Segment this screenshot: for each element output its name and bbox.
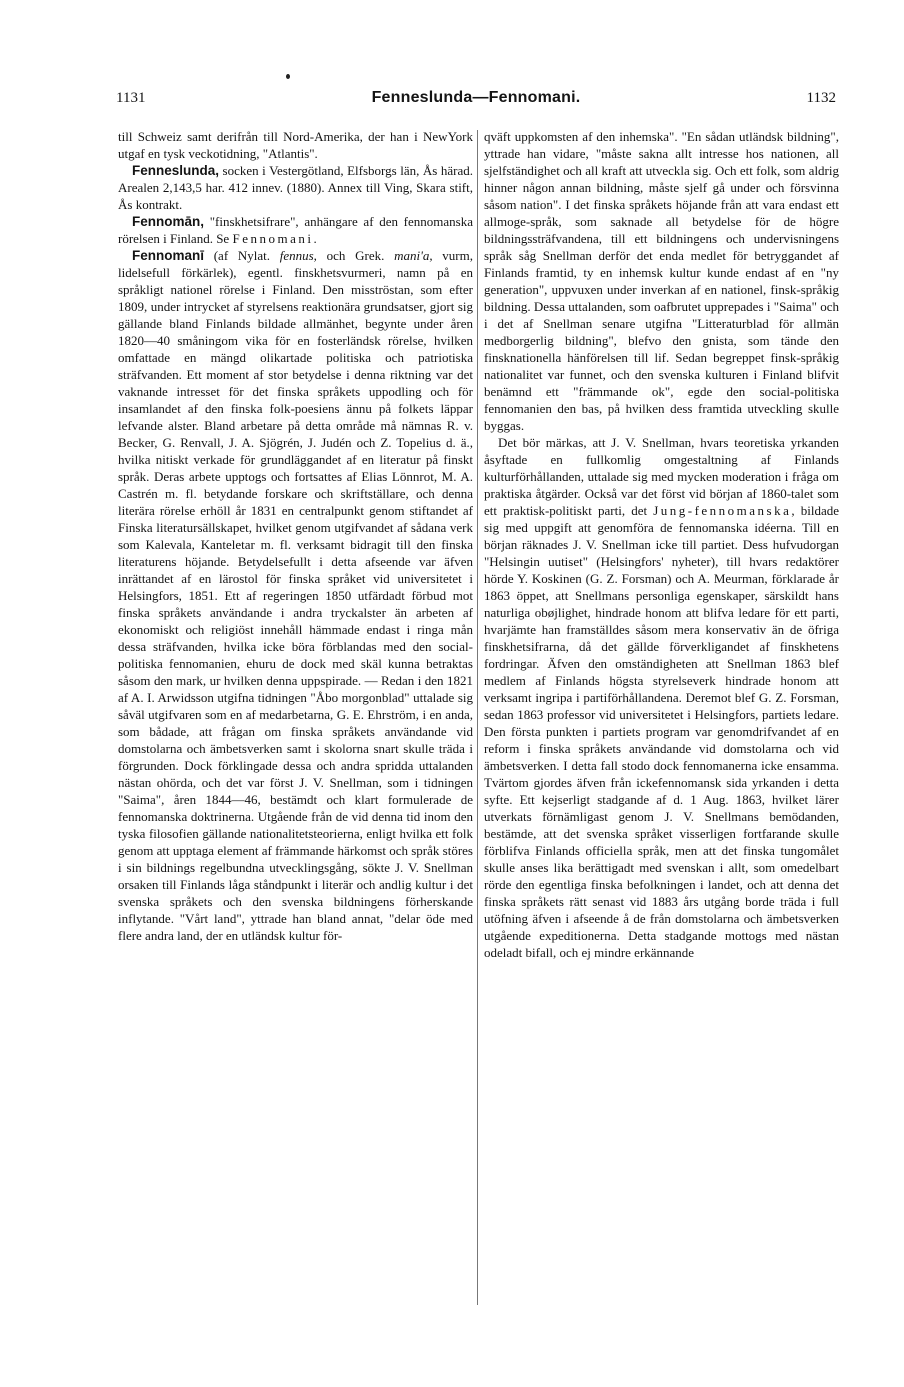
headword: Fennomān,	[132, 214, 205, 229]
left-column	[118, 128, 473, 1308]
entry-text: "finskhetsifrare", anhängare af den fennomanska rörelsen i Finland. Se	[118, 214, 473, 246]
entry-text: socken i Vestergötland, Elfsborgs län, Ås härad. Arealen 2,143,5 har. 412 innev. (1880). Annex till Ving, Skara stift, Ås kontrakt.	[118, 163, 473, 212]
entry-fenneslunda	[118, 162, 473, 213]
paragraph-text: Det bör märkas, att J. V. Snellman, hvars teoretiska yrkanden åsyftade en fullkomlig omgestaltning af Finlands kulturförhållanden, uttalade sig med mycken moderation i fråga om praktiska åtgärder. Också var det först vid början af 1860-talet som ett praktisk-politiskt parti, det	[484, 435, 839, 518]
entry-fennoman	[118, 213, 473, 247]
page-number-left: 1131	[116, 90, 146, 106]
entry-text: vurm, lidelsefull förkärlek), egentl. finskhetsvurmeri, namn på en språkligt nationel rörelse i Finland. Den misströstan, som efter 1809, under intrycket af styrelsens reaktionära grundsatser, gjort sig gällande bland Finlands bildade allmänhet, begynte under åren 1820—40 småningom vika för en fosterländsk rörelse, hvilken omfattade en mängd olikartade politiska och patriotiska sträfvanden. Ett moment af stor betydelse i denna riktning var det vaknande intresset för det finska språkets uppodling och för insamlandet af den finska folk-poesiens ännu på folkets läppar lefvande alster. Bland arbetare på detta område må nämnas R. v. Becker, G. Renvall, J. A. Sjögrén, J. Judén och Z. Topelius d. ä., hvilka nitiskt verkade för grundläggandet af en literatur på finskt språk. Deras arbete upptogs och fortsattes af Elias Lönnrot, M. A. Castrén m. fl. betydande forskare och skriftställare, och denna literära rörelse erhöll år 1831 en centralpunkt genom stiftandet af Finska literatursällskapet, hvilket genom utgifvandet af sådana verk som Kalevala, Kanteletar m. fl. verksamt bidragit till den finska literaturens höjande. Betydelsefullt i detta afseende var äfven inrättandet af en lärostol för finska språket vid universitetet i Helsingfors, 1851. Ett af regeringen 1850 utfärdadt förbud mot finska språkets användande i andra tryckalster än arbeten af ekonomiskt och religiöst innehåll hämmade endast i ringa mån dessa sträfvanden, hvilka icke böra förblandas med den social-politiska fennomanien, ehuru de dock med skäl kunna betraktas såsom den mark, ur hvilken denna uppspirade. — Redan i den 1821 af A. I. Arwidsson utgifna tidningen "Åbo morgonblad" uttalade sig såväl utgifvaren som en af medarbetarna, G. E. Ehrström, i en anda, som bådade, att frågan om finska språkets användande vid domstolarna och ämbetsverken samt i skolorna snart skulle träda i förgrunden. Dock förklingade dessa och andra spridda uttalanden nästan ohörda, och det var först J. V. Snellman, som i tidningen "Saima", åren 1844—46, bestämdt och klart formulerade de fennomanska doktrinerna. Utgående från de vid denna tid inom den tyska filosofien gällande nationalitetsteorierna, enligt hvilka ett folk genom att upptaga element af främmande härkomst och språk störes i sin bildnings regelbundna utvecklingsgång, sökte J. V. Snellman orsaken till Finlands låga ståndpunkt i literär och andlig kultur i det svenska språkets och den svenska bildningens förherskande inflytande. "Vårt land", yttrade han bland annat, "delar öde med flere andra land, der en utländsk kultur för-	[118, 248, 473, 943]
headword: Fennomanī	[132, 248, 205, 263]
etymology-greek: maniʹa,	[394, 248, 433, 263]
column-divider	[477, 130, 478, 1305]
entry-fennomani	[118, 247, 473, 944]
right-column	[484, 128, 839, 1308]
entry-text: (af Nylat.	[204, 248, 280, 263]
paragraph-text: , bildade sig med uppgift att genomföra de fennomanska idéerna. Till en början räknades J. V. Snellman icke till partiet. Dess hufvudorgan "Helsingin uutiset" (Helsingfors' nyheter), till hvars redaktörer hörde Y. Koskinen (G. Z. Forsman) och A. Meurman, förklarade år 1863 öppet, att Snellmans personliga egenskaper, särskildt hans naturliga obøjlighet, hindrade honom att blifva ledare för ett parti, hvarjämte han framställdes såsom mera konservativ än de öfriga finskhetsifrarna, då det gällde förverkligandet af finskhetens fordringar. Äfven den omständigheten att Snellman 1863 blef medlem af Finlands högsta styrelseverk hindrade honom att verksamt ingripa i partiförhållandena. Deremot blef G. Z. Forsman, sedan 1863 professor vid universitetet i Helsingfors, partiets ledare. Den första punkten i partiets program var genomdrifvandet af en reform i finska språkets användande vid domstolarna och vid ämbetsverken. I detta fall stodo dock fennomanerna icke ensamma. Tvärtom gjordes äfven från ickefennomansk sida yrkanden i detta syfte. Ett kejserligt stadgande af d. 1 Aug. 1863, hvilket lärer utverkats förnämligast genom J. V. Snellmans bemödanden, bestämde, att det svenska språket visserligen fortfarande skulle förblifva Finlands officiella språk, men att det finska tungomålet skulle anses lika berättigadt med svenskan i allt, som omedelbart rörde den egentliga finska befolkningen i landet, och att denna det finska språkets rätt senast vid 1883 års utgång borde träda i full utöfning äfven i afseende å de från domstolarna och ämbetsverken utgående expeditionerna. Detta stadgande mottogs med nästan odeladt bifall, och ej mindre erkännande	[484, 503, 839, 960]
body-paragraph	[484, 434, 839, 961]
continuation-paragraph: till Schweiz samt derifrån till Nord-Amerika, der han i NewYork utgaf en tysk veckotidning, "Atlantis".	[118, 129, 473, 161]
spaced-term: Jung-fennomanska	[653, 503, 792, 518]
running-title: Fenneslunda—Fennomani.	[371, 89, 581, 106]
entry-text: och Grek.	[316, 248, 395, 263]
page-number-right: 1132	[806, 90, 836, 106]
print-speck	[286, 74, 290, 79]
headword: Fenneslunda,	[132, 163, 220, 178]
cross-reference: Fennomani.	[232, 231, 320, 246]
etymology-latin: fennus,	[279, 248, 317, 263]
continuation-paragraph: qväft uppkomsten af den inhemska". "En sådan utländsk bildning", yttrade han vidare, "måste sakna allt intresse hos nationen, all sjelfständighet och all kraft att utveckla sig. Och ett folk, som aldrig hinner någon annan bildning, måste sjelf gå under och försvinna såsom nation". I det finska språkets höjande från att vara endast ett allmoge-språk, som saknade all betydelse för de högre bildningssträfvandena, till ett bildningens och undervisningens språk såg Snellman derför det enda medlet för betryggandet af Finlands framtid, ty en inhemsk kultur kunde endast af en "ny generation", uppvuxen under inverkan af en nationel, finsk-språkig bildning. Dessa uttalanden, som oafbrutet upprepades i "Saima" och i det af Snellman senare utgifna "Litteraturblad för allmän medborgerlig bildning", blefvo den gnista, som tände den finsknationella hänförelsen till lif. Sedan begreppet finsk-språkig nationalitet var funnet, och den svenska kulturen i Finland blifvit benämnd ett "främmande ok", egde den social-politiska fennomanien den bas, på hvilken dess framtida utveckling skulle byggas.	[484, 129, 839, 433]
page-header	[116, 90, 836, 112]
